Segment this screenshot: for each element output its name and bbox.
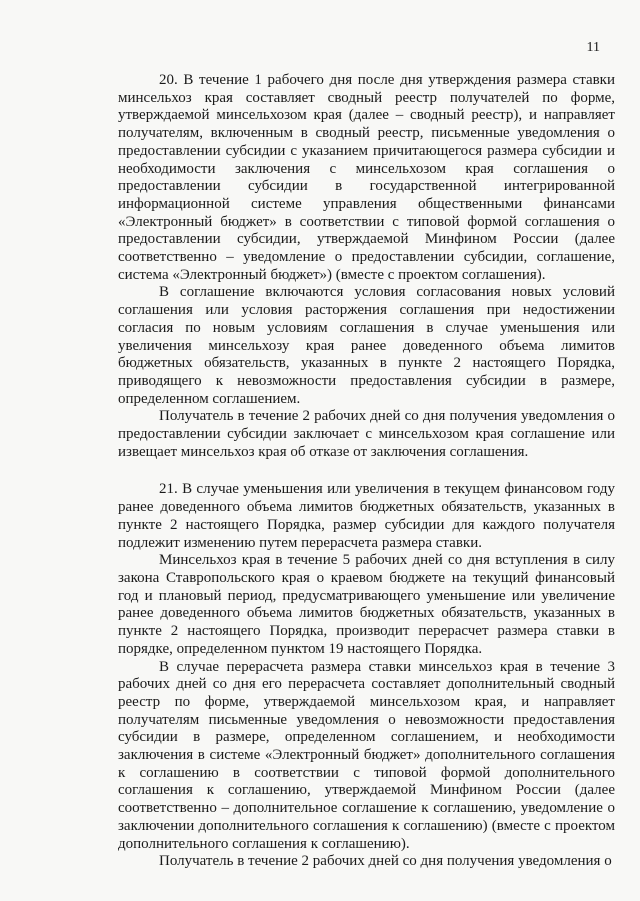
document-body [118, 72, 615, 871]
paragraph-recipient-signing: Получатель в течение 2 рабочих дней со дня получения уведомления о предоставлении субсидии заключает с минсельхозом края соглашение или извещает минсельхоз края об отказе от заключения соглашения. [118, 408, 615, 460]
paragraph-rate-recalculation: Минсельхоз края в течение 5 рабочих дней со дня вступления в силу закона Ставропольского края о краевом бюджете на текущий финансовый год и плановый период, предусматривающего уменьшение или увеличение ранее доведенного объема лимитов бюджетных обязательств, указанных в пункте 2 настоящего Порядка, производит перерасчет размера ставки в порядке, определенном пунктом 19 настоящего Порядка. [118, 552, 615, 657]
paragraph-20: 20. В течение 1 рабочего дня после дня утверждения размера ставки минсельхоз края составляет сводный реестр получателей по форме, утверждаемой минсельхозом края (далее – сводный реестр), и направляет получателям, включенным в сводный реестр, письменные уведомления о предоставлении субсидии с указанием причитающегося размера субсидии и необходимости заключения с минсельхозом края соглашения о предоставлении субсидии в государственной интегрированной информационной системе управления общественными финансами «Электронный бюджет» в соответствии с типовой формой соглашения о предоставлении субсидии, утверждаемой Минфином России (далее соответственно – уведомление о предоставлении субсидии, соглашение, система «Электронный бюджет») (вместе с проектом соглашения). [118, 72, 615, 283]
section-gap [118, 461, 615, 481]
paragraph-additional-registry: В случае перерасчета размера ставки минсельхоз края в течение 3 рабочих дней со дня его перерасчета составляет дополнительный сводный реестр по форме, утверждаемой минсельхозом края, и направляет получателям письменные уведомления о невозможности предоставления субсидии в размере, определенном соглашением, и необходимости заключения в системе «Электронный бюджет» дополнительного соглашения к соглашению в соответствии с типовой формой дополнительного соглашения к соглашению, утверждаемой Минфином России (далее соответственно – дополнительное соглашение к соглашению, уведомление о заключении дополнительного соглашения к соглашению) (вместе с проектом дополнительного соглашения к соглашению). [118, 658, 615, 852]
paragraph-21: 21. В случае уменьшения или увеличения в текущем финансовом году ранее доведенного объема лимитов бюджетных обязательств, указанных в пункте 2 настоящего Порядка, размер субсидии для каждого получателя подлежит изменению путем перерасчета размера ставки. [118, 481, 615, 551]
paragraph-recipient-continued: Получатель в течение 2 рабочих дней со дня получения уведомления о [159, 853, 612, 870]
paragraph-agreement-conditions: В соглашение включаются условия согласования новых условий соглашения или условия расторжения соглашения при недостижении согласия по новым условиям соглашения в случае уменьшения или увеличения минсельхозу края ранее доведенного объема лимитов бюджетных обязательств, указанных в пункте 2 настоящего Порядка, приводящего к невозможности предоставления субсидии в размере, определенном соглашением. [118, 284, 615, 407]
page-number: 11 [586, 40, 600, 55]
